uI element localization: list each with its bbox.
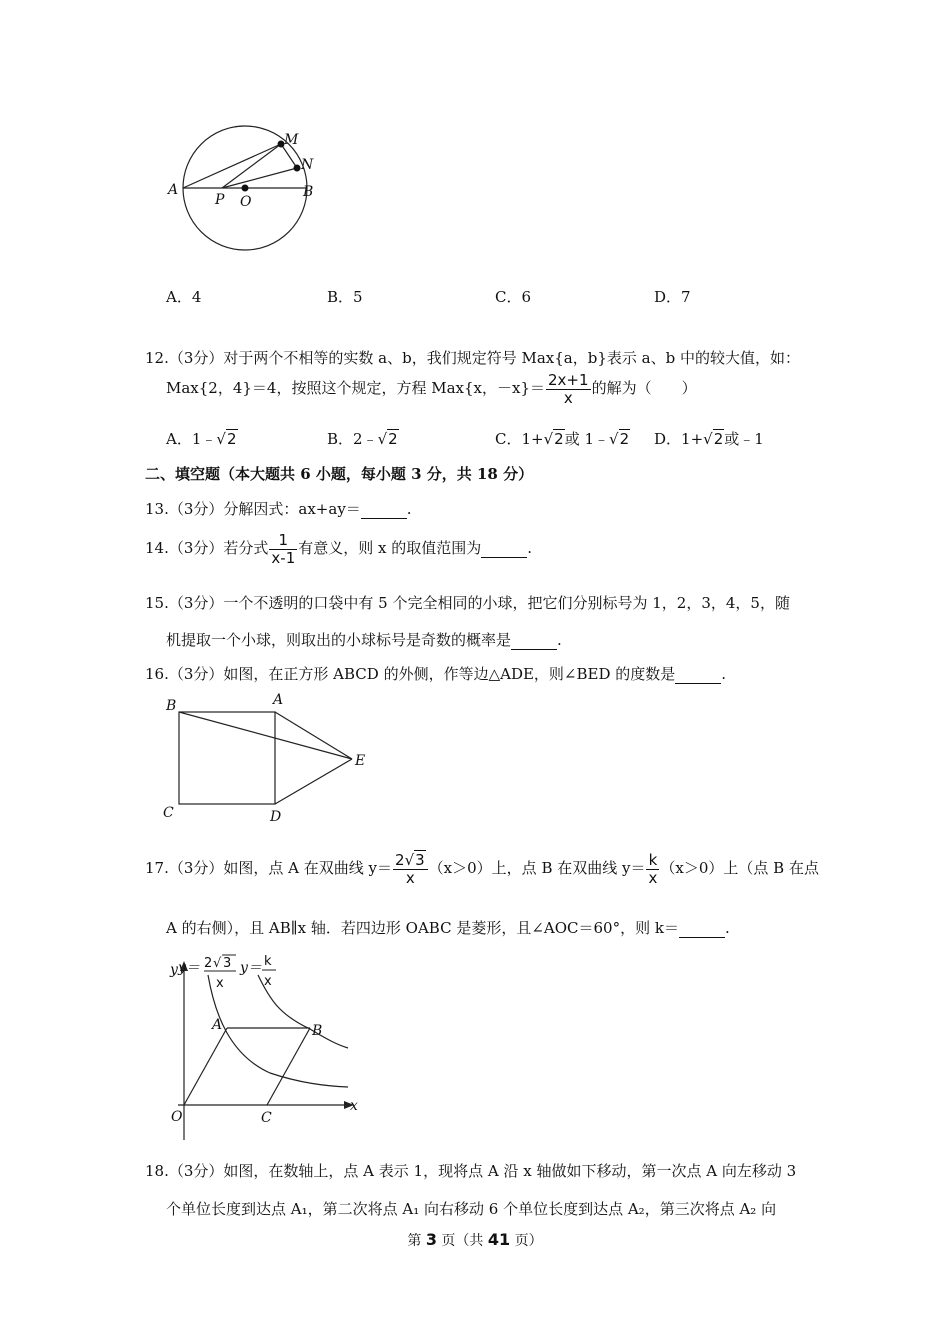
q14-fraction: $\frac{1}{x-1}$ [271, 531, 296, 567]
label-M: M [284, 132, 299, 148]
q11-circle-figure [160, 120, 335, 285]
label-y-eq-2: y＝ [240, 960, 262, 976]
page-total: 41 [487, 1230, 511, 1249]
section2-title: 二、填空题（本大题共 6 小题，每小题 3 分，共 18 分） [145, 465, 534, 483]
hyperbola-1 [208, 975, 348, 1087]
label-x-axis: x [350, 1098, 358, 1114]
q16-square-figure [160, 690, 375, 825]
label-B: B [312, 1023, 323, 1039]
label-O: O [240, 194, 252, 210]
label-A: A [273, 692, 284, 708]
q12-fraction [546, 372, 591, 406]
label-coef: 2 [204, 956, 213, 971]
q18-line1: 18.（3分）如图，在数轴上，点 A 表示 1，现将点 A 沿 x 轴做如下移动，第一次点 A 向左移动 3 [145, 1162, 797, 1180]
q14: 14.（3分）若分式 $\frac{1}{x-1}$ 有意义，则 x 的取值范围为 . [145, 531, 533, 567]
q12-option-a: A．1﹣√2 [166, 430, 237, 448]
q17-fraction-2: $\frac{k}{x}$ [648, 851, 658, 887]
q12-line2 [166, 372, 697, 406]
label-rad: 3 [223, 956, 232, 971]
q11-option-a: A．4 [166, 288, 202, 306]
q14-blank [481, 539, 527, 558]
q12-option-c: C．1+√2或 1﹣√2 [495, 430, 630, 448]
point-N [294, 165, 301, 172]
label-B: B [303, 184, 314, 200]
segment-OA [184, 1028, 227, 1105]
q17-hyperbola-figure [160, 945, 365, 1145]
label-P: P [215, 192, 225, 208]
label-y-axis: y [170, 962, 178, 978]
label-O: O [171, 1109, 183, 1125]
q15-line2: 机提取一个小球，则取出的小球标号是奇数的概率是 . [166, 631, 562, 649]
segment-AE [275, 712, 352, 759]
label-k: k [264, 954, 272, 969]
segment-BE [179, 712, 352, 759]
svg-text:√: √ [213, 956, 222, 971]
q17-line1: 17.（3分）如图，点 A 在双曲线 y＝ $\frac{2√3}{x}$ （x＞0）上，点 B 在双曲线 y＝ $\frac{k}{x}$ （x＞0）上（点 B 在点 [145, 851, 819, 887]
label-D: D [270, 809, 282, 825]
page-number: 3 [425, 1230, 437, 1249]
label-A: A [212, 1017, 223, 1033]
q17-blank [679, 919, 725, 938]
q11-option-d: D．7 [654, 288, 691, 306]
q12-option-b: B．2﹣√2 [327, 430, 398, 448]
label-x-den-1: x [216, 976, 224, 991]
q12-frac-den: x [563, 388, 573, 407]
label-y-eq-1: y＝ [178, 960, 200, 976]
q17-fraction-1: $\frac{2√3}{x}$ [393, 852, 428, 886]
square-ABCD [179, 712, 275, 804]
q11-option-b: B．5 [327, 288, 363, 306]
segment-BC [267, 1028, 310, 1105]
q12-option-d: D．1+√2或﹣1 [654, 430, 764, 448]
label-C: C [261, 1110, 272, 1126]
q12-line2-post: 的解为（ ） [591, 379, 697, 397]
q12-frac-num: 2x+1 [548, 371, 589, 389]
q12-line2-pre: Max{2，4}＝4，按照这个规定，方程 Max{x，－x}＝ [166, 379, 546, 397]
label-B: B [166, 698, 177, 714]
q13-blank [361, 500, 407, 519]
q15-blank [511, 631, 557, 650]
segment-AM [183, 144, 281, 188]
q11-option-c: C．6 [495, 288, 532, 306]
point-O [242, 185, 249, 192]
segment-PN [222, 168, 297, 188]
q15-line1: 15.（3分）一个不透明的口袋中有 5 个完全相同的小球，把它们分别标号为 1，2，3，4，5，随 [145, 594, 790, 612]
label-E: E [355, 753, 366, 769]
segment-DE [275, 759, 352, 804]
label-C: C [163, 805, 174, 821]
q12-line1: 12.（3分）对于两个不相等的实数 a、b，我们规定符号 Max{a，b}表示 a、b 中的较大值，如： [145, 349, 800, 367]
label-N: N [301, 157, 314, 173]
label-A: A [168, 182, 179, 198]
q17-line2: A 的右侧），且 AB∥x 轴．若四边形 OABC 是菱形，且∠AOC＝60°，则 k＝ . [166, 919, 730, 937]
q16: 16.（3分）如图，在正方形 ABCD 的外侧，作等边△ADE，则∠BED 的度数是 . [145, 665, 727, 683]
label-x-den-2: x [264, 974, 272, 989]
page-footer: 第 3 页（共 41 页） [407, 1230, 543, 1249]
q16-blank [675, 665, 721, 684]
q13: 13.（3分）分解因式：ax+ay＝ . [145, 500, 412, 518]
q18-line2: 个单位长度到达点 A₁，第二次将点 A₁ 向右移动 6 个单位长度到达点 A₂，第三次将点 A₂ 向 [166, 1200, 777, 1218]
